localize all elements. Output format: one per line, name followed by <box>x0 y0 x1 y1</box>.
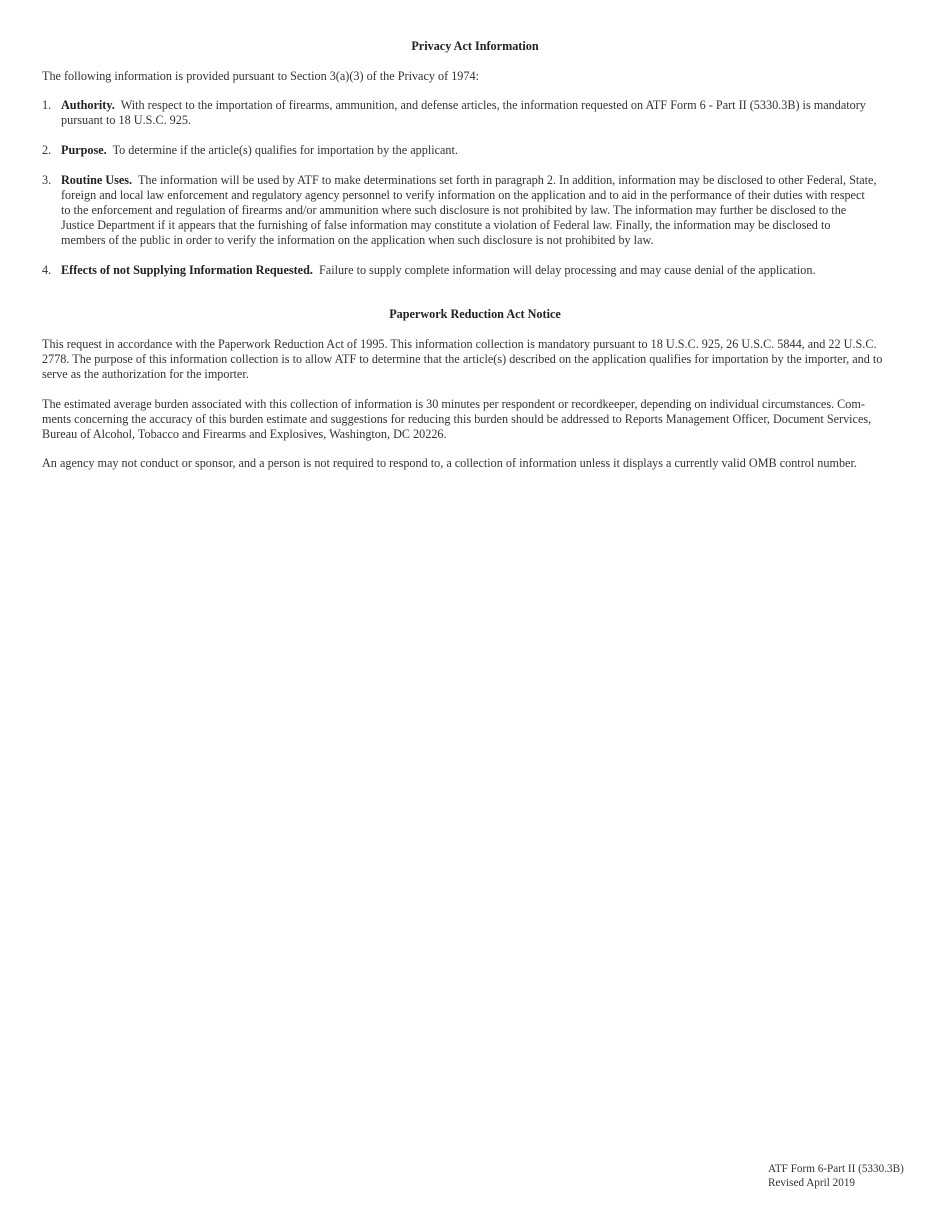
item-body <box>61 98 877 128</box>
form-footer <box>768 1162 904 1190</box>
item-number: 2. <box>42 143 52 157</box>
form-identifier: ATF Form 6-Part II (5330.3B) <box>768 1163 904 1175</box>
list-item-routine-uses <box>42 173 877 248</box>
item-body <box>61 143 877 158</box>
item-body <box>61 173 877 248</box>
item-text: Failure to supply complete information will delay processing and may cause denial of the application. <box>319 263 816 277</box>
revision-date: Revised April 2019 <box>768 1177 856 1189</box>
item-number: 4. <box>42 263 52 277</box>
paperwork-act-title: Paperwork Reduction Act Notice <box>389 307 561 321</box>
item-text: The information will be used by ATF to make determinations set forth in paragraph 2. In addition, information may be disclosed to other Federal, State, foreign and local law enforcement and regulatory agency personnel to verify information on the application and to aid in the performance of their duties with respect to the enforcement and regulation of firearms and/or ammunition where such disclosure is not prohibited by law. The information may further be disclosed to the Justice Department if it appears that the furnishing of false information may constitute a violation of Federal law. Finally, the information may be disclosed to members of the public in order to verify the information on the application when such disclosure is not prohibited by law. <box>61 173 877 247</box>
item-lead: Routine Uses. <box>61 173 133 187</box>
list-item-purpose <box>42 143 877 158</box>
item-text: With respect to the importation of firearms, ammunition, and defense articles, the information requested on ATF Form 6 - Part II (5330.3B) is mandatory pursuant to 18 U.S.C. 925. <box>61 98 866 127</box>
item-lead: Effects of not Supplying Information Requested. <box>61 263 313 277</box>
list-item-effects <box>42 263 922 278</box>
item-number: 3. <box>42 173 52 187</box>
item-lead: Authority. <box>61 98 115 112</box>
item-number: 1. <box>42 98 52 112</box>
paperwork-paragraph-omb: An agency may not conduct or sponsor, and a person is not required to respond to, a collection of information unless it displays a currently valid OMB control number. <box>42 456 857 470</box>
list-item-authority <box>42 98 877 128</box>
paperwork-paragraph-purpose: This request in accordance with the Paperwork Reduction Act of 1995. This information collection is mandatory pursuant to 18 U.S.C. 925, 26 U.S.C. 5844, and 22 U.S.C. 2778. The purpose of this information collection is to allow ATF to determine that the article(s) described on the application qualifies for importation by the importer, and to serve as the authorization for the importer. <box>42 337 883 381</box>
item-body <box>61 263 922 278</box>
privacy-act-title: Privacy Act Information <box>411 39 539 53</box>
privacy-intro: The following information is provided pursuant to Section 3(a)(3) of the Privacy of 1974: <box>42 69 479 83</box>
item-text: To determine if the article(s) qualifies for importation by the applicant. <box>112 143 458 157</box>
paperwork-paragraph-burden: The estimated average burden associated with this collection of information is 30 minutes per respondent or recordkeeper, depending on individual circumstances. Com-ments concerning the accuracy of this burden estimate and suggestions for reducing this burden should be addressed to Reports Management Officer, Document Services, Bureau of Alcohol, Tobacco and Firearms and Explosives, Washington, DC 20226. <box>42 397 872 441</box>
item-lead: Purpose. <box>61 143 107 157</box>
